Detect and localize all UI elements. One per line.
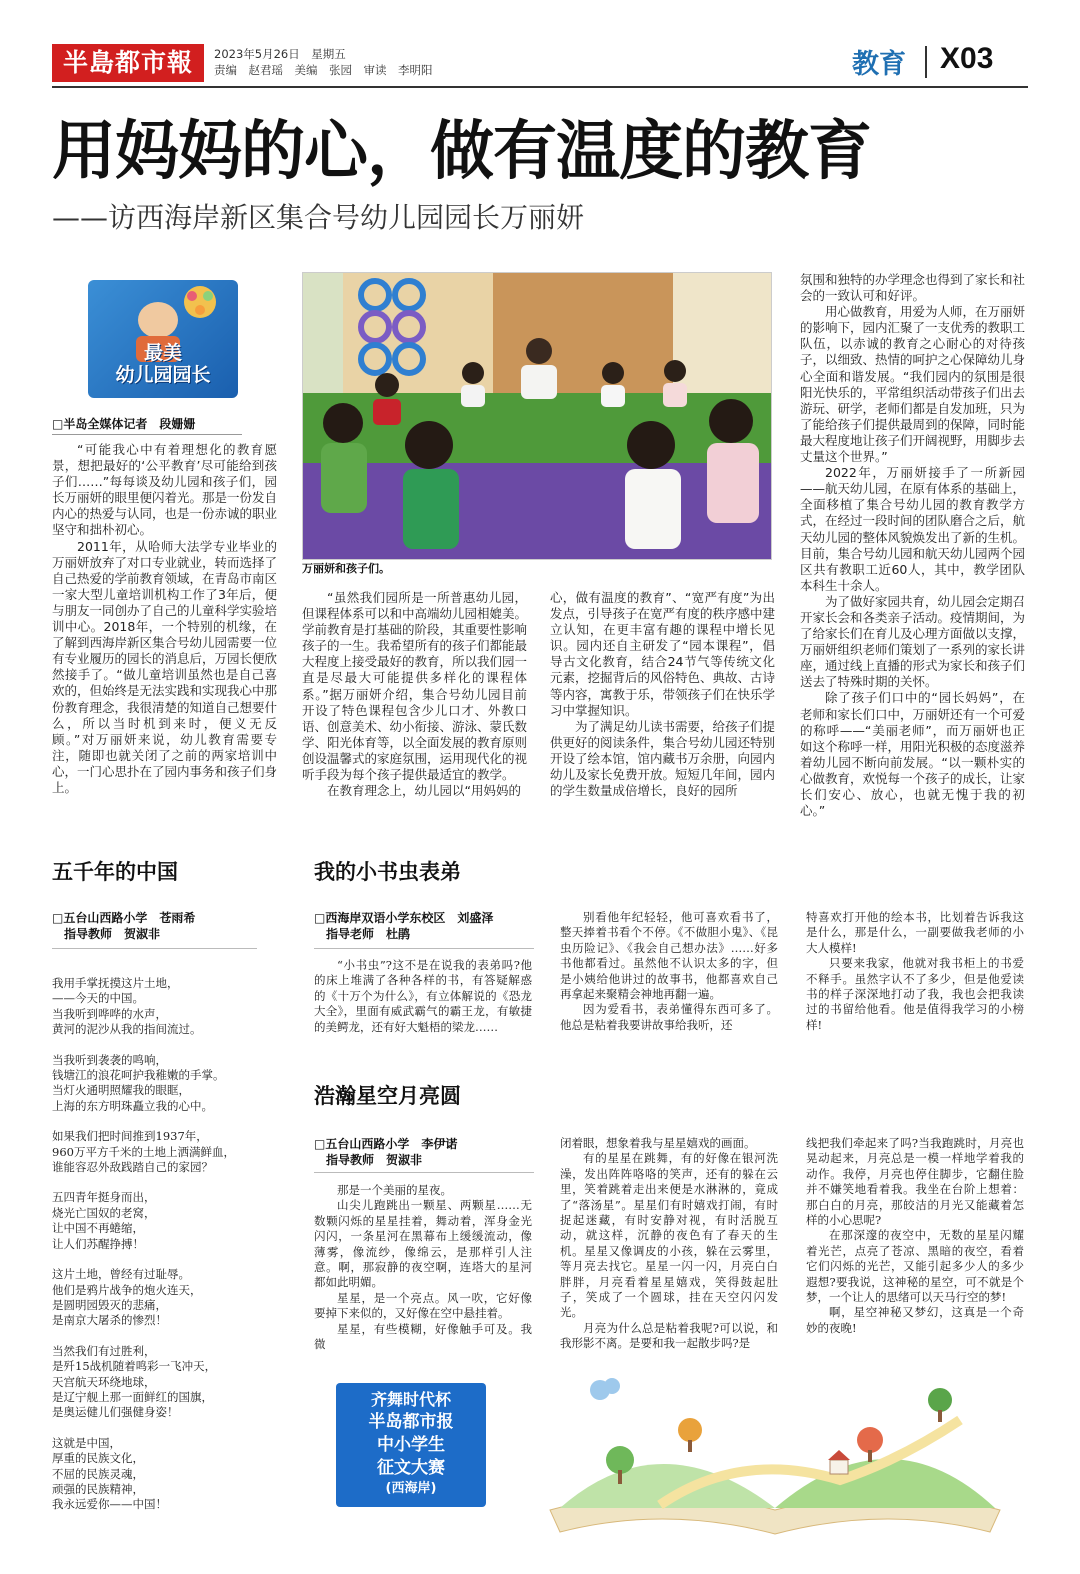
poem-stanza: [52, 976, 282, 1038]
paragraph: 2011年，从哈师大法学专业毕业的万丽妍放弃了对口专业就业，转而选择了自己热爱的学前教育领域，在青岛市南区一家大型儿童培训机构工作了3年后，便与朋友一同创办了自己的儿童科学实验培训中心。2018年，一个特别的机缘，在了解到西海岸新区集合号幼儿园需要一位有专业履历的园长的消息后，万园长便欣然接手了。“做儿童培训虽然也是自己喜欢的，但始终是无法实践和实现我心中那份教育理念，我很清楚的知道自己想要什么，所以当时机到来时，便义无反顾。”对万丽妍来说，幼儿教育需要专注，随即也就关闭了之前的两家培训中心，一门心思扑在了园内事务和孩子们身上。: [52, 538, 278, 795]
essay-starry-column-3: [806, 1136, 1024, 1336]
essay-bookworm-column-1: [314, 958, 532, 1035]
section-name: 教育: [852, 49, 906, 80]
poem-line: 这片土地，曾经有过耻辱。: [52, 1267, 190, 1282]
contest-line-1: 齐舞时代杯: [370, 1390, 451, 1409]
essay-starry-column-2: [560, 1136, 778, 1352]
essay-contest-badge: [336, 1383, 486, 1507]
best-principal-badge: [88, 280, 238, 398]
issue-date: 2023年5月26日 星期五: [214, 47, 346, 61]
poem-line: 我永远爱你——中国！: [52, 1497, 167, 1512]
poem-stanza: [52, 1344, 282, 1421]
poem-stanza: [52, 1267, 282, 1329]
poem-stanza: [52, 1129, 282, 1175]
author-line: □五台山西路小学 苍雨希: [52, 911, 196, 925]
teacher-line: 指导教师 贺淑非: [314, 1153, 423, 1167]
article-column-3: [550, 590, 775, 799]
paragraph: 星星，有些模糊，好像触手可及。我微: [314, 1321, 532, 1352]
contest-line-3: 中小学生: [377, 1435, 445, 1455]
byline-rule: [52, 948, 257, 949]
paragraph: “可能我心中有着理想化的教育愿景，想把最好的‘公平教育’尽可能给到孩子们……”每每谈及幼儿园和孩子们，园长万丽妍的眼里便闪着光。那是一份发自内心的热爱与认同，也是一份赤诚的职业坚守和拙朴初心。: [52, 442, 278, 538]
poem-author: [52, 910, 252, 942]
teacher-line: 指导教师 贺淑非: [52, 927, 161, 941]
paragraph: 线把我们牵起来了吗?当我跑跳时，月亮也晃动起来，月亮总是一模一样地学着我的动作。我停，月亮也停住脚步，它翻住脸并不嫌笑地看着我。我坐在台阶上想着：那白白的月亮，那皎洁的月光又能藏着怎样的小心思呢?: [806, 1136, 1024, 1228]
poem-line: 当我听到哗哗的水声，: [52, 1006, 167, 1021]
storybook-illustration: [540, 1360, 1010, 1540]
poem-line: 让中国不再蜷缩，: [52, 1221, 144, 1236]
poem-line: 当灯火通明照耀我的眼眶，: [52, 1083, 190, 1098]
editor-credits: 责编 赵君瑶 美编 张园 审读 李明阳: [214, 63, 433, 77]
poem-line: 烧光亡国奴的老窝，: [52, 1205, 156, 1220]
photo-caption: 万丽妍和孩子们。: [302, 562, 390, 575]
paragraph: 为了满足幼儿读书需要，给孩子们提供更好的阅读条件，集合号幼儿园还特别开设了绘本馆，馆内藏书万余册，向园内幼儿及家长免费开放。短短几年间，园内的学生数量成倍增长，良好的园所: [550, 718, 776, 799]
poem-line: 顽强的民族精神，: [52, 1481, 144, 1496]
badge-line-1: 最美: [143, 342, 182, 364]
poem-line: 当我听到袭袭的鸣响，: [52, 1052, 167, 1067]
kids-circle-photo-icon: [303, 273, 772, 560]
paragraph: 在那深邃的夜空中，无数的星星闪耀着光芒，点亮了苍凉、黑暗的夜空，看着它们闪烁的光芒，又能引起多少人的多少遐想?要我说，这神秘的星空，可不就是个梦，一个让人的思绪可以天马行空的梦!: [806, 1228, 1024, 1305]
article-headline: 用妈妈的心，做有温度的教育: [52, 115, 871, 189]
paragraph: 特喜欢打开他的绘本书，比划着告诉我这是什么，那是什么，一副要做我老师的小大人模样!: [806, 910, 1024, 955]
paragraph: 心，做有温度的教育”、“宽严有度”为出发点，引导孩子在宽严有度的秩序感中建立认知，在更丰富有趣的课程中增长见识。园内还自主研发了“园本课程”，倡导古文化教育，结合24节气等传统文化元素，挖掘背后的风俗特色、典故、古诗等内容，寓教于乐，带领孩子们在快乐学习中掌握知识。: [550, 590, 776, 718]
paragraph: “虽然我们园所是一所普惠幼儿园，但课程体系可以和中高端幼儿园相媲美。学前教育是打基础的阶段，其重要性影响孩子的一生。我希望所有的孩子们都能最大程度上接受最好的教育，所以我们园一直是尽最大可能提供多样化的课程体系。”据万丽妍介绍，集合号幼儿园目前开设了特色课程包含少儿口才、外教口语、创意美术、幼小衔接、游泳、蒙氏数学、阳光体育等，以全面发展的教育原则创设温馨式的家庭氛围，运用现代化的视听手段为每个孩子提供最适宜的教学。: [302, 590, 528, 783]
article-column-4: [800, 272, 1025, 819]
paragraph: “小书虫”?这不是在说我的表弟吗?他的床上堆满了各种各样的书，有答疑解惑的《十万个为什么》，有立体解说的《恐龙大全》，里面有威武霸气的霸王龙，有敏捷的美鳄龙，还有好大魁梧的梁龙……: [314, 958, 532, 1034]
poem-stanza: [52, 1436, 282, 1513]
paragraph: 山尖儿跑跳出一颗星、两颗星……无数颗闪烁的星星挂着，舞动着，浑身金光闪闪，一条星河在黑幕布上缓缓流动，像薄雾，像流纱，像绵云，是那样引人注意。啊，那寂静的夜空啊，连塔大的星河都如此明媚。: [314, 1198, 532, 1290]
poem-line: 谁能容忍外敌践踏自己的家园？: [52, 1160, 213, 1175]
poem-line: 是奥运健儿们强健身姿！: [52, 1405, 179, 1420]
article-photo: [302, 272, 772, 560]
poem-line: 不屈的民族灵魂，: [52, 1466, 144, 1481]
byline-rule: [314, 948, 534, 949]
essay-bookworm-column-2: [560, 910, 778, 1033]
newspaper-logo: 半島都市報: [52, 44, 204, 82]
poem-body: [52, 976, 282, 1528]
poem-line: 是圆明园毁灭的悲痛，: [52, 1297, 167, 1312]
paragraph: 2022年，万丽妍接手了一所新园——航天幼儿园，在原有体系的基础上，全面移植了集合号幼儿园的教育教学方式，在经过一段时间的团队磨合之后，航天幼儿园的整体风貌焕发出了新的生机。目前，集合号幼儿园和航天幼儿园两个园区共有教职工近60人，其中，教学团队本科生十余人。: [800, 465, 1026, 593]
essay-bookworm-author: [314, 910, 534, 942]
essay-starry-author: [314, 1136, 534, 1168]
contest-line-4: 征文大赛: [377, 1458, 445, 1478]
poem-line: 钱塘江的浪花呵护我稚嫩的手掌。: [52, 1068, 225, 1083]
paragraph: 月亮为什么总是粘着我呢?可以说，和我形影不离。是要和我一起散步吗?是: [560, 1320, 778, 1351]
paragraph: 氛围和独特的办学理念也得到了家长和社会的一致认可和好评。: [800, 272, 1026, 304]
essay-starry-title: 浩瀚星空月亮圆: [314, 1084, 461, 1108]
article-column-2: [302, 590, 527, 799]
poem-line: 这就是中国，: [52, 1435, 121, 1450]
article-subheadline: ——访西海岸新区集合号幼儿园园长万丽妍: [52, 201, 585, 234]
paragraph: 星星，是一个亮点。风一吹，它好像要掉下来似的，又好像在空中悬挂着。: [314, 1290, 532, 1321]
poem-line: 是南京大屠杀的惨烈！: [52, 1313, 167, 1328]
poem-title: 五千年的中国: [52, 860, 178, 884]
paragraph: 为了做好家园共育，幼儿园会定期召开家长会和各类亲子活动。疫情期间，为了给家长们在育儿及心理方面做以支撑，万丽妍组织老师们策划了一系列的家长讲座，通过线上直播的形式为家长和孩子们送去了特殊时期的关怀。: [800, 593, 1026, 690]
paragraph: 别看他年纪轻轻，他可喜欢看书了，整天捧着书看个不停。《不做胆小鬼》、《昆虫历险记》、《我会自己想办法》……好多书他都看过。虽然他不认识太多的字，但是小姨给他讲过的故事书，他都喜欢自己再拿起来聚精会神地再翻一遍。: [560, 910, 778, 1002]
byline-rule: [314, 1172, 534, 1173]
poem-line: 他们是鸦片战争的炮火连天，: [52, 1282, 202, 1297]
poem-line: 天宫航天环绕地球，: [52, 1374, 156, 1389]
poem-line: 黄河的泥沙从我的指间流过。: [52, 1022, 202, 1037]
poem-line: 厚重的民族文化，: [52, 1451, 144, 1466]
article-byline: □半岛全媒体记者 段姗姗: [52, 416, 242, 435]
essay-bookworm-column-3: [806, 910, 1024, 1033]
poem-stanza: [52, 1190, 282, 1252]
paragraph: 在教育理念上，幼儿园以“用妈妈的: [327, 783, 521, 799]
paragraph: 因为爱看书，表弟懂得东西可多了。他总是粘着我要讲故事给我听，还: [560, 1002, 778, 1032]
poem-line: ——今天的中国。: [52, 991, 144, 1006]
author-line: □西海岸双语小学东校区 刘盛泽: [314, 911, 494, 925]
poem-line: 960万平方千米的土地上洒满鲜血，: [52, 1144, 235, 1159]
poem-line: 是歼15战机随着鸣彩一飞冲天，: [52, 1359, 217, 1374]
teacher-line: 指导老师 杜鹃: [314, 927, 411, 941]
paragraph: 用心做教育，用爱为人师，在万丽妍的影响下，园内汇聚了一支优秀的教职工队伍，以赤诚的教育之心耐心的对待孩子，以细致、热情的呵护之心保障幼儿身心全面和谐发展。“我们园内的氛围是很阳光快乐的，平常组织活动带孩子们出去游玩、研学，老师们都是自发加班，只为了能给孩子们提供最周到的保障，同时能最大程度地让孩子们开阔视野，用脚步去丈量这个世界。”: [800, 304, 1026, 465]
page-number: X03: [940, 42, 994, 75]
poem-line: 当然我们有过胜利，: [52, 1343, 156, 1358]
poem-line: 上海的东方明珠矗立我的心中。: [52, 1098, 213, 1113]
section-divider: [925, 46, 927, 78]
paragraph: 只要来我家，他就对我书柜上的书爱不释手。虽然字认不了多少，但是他爱读书的样子深深地打动了我，我也会把我读过的书留给他看。他是值得我学习的小榜样!: [806, 956, 1024, 1032]
poem-stanza: [52, 1053, 282, 1115]
open-book-landscape-icon: [540, 1360, 1010, 1540]
author-line: □五台山西路小学 李伊诺: [314, 1137, 458, 1151]
paragraph: 啊，星空神秘又梦幻，这真是一个奇妙的夜晚!: [806, 1305, 1024, 1335]
paragraph: 除了孩子们口中的“园长妈妈”，在老师和家长们口中，万丽妍还有一个可爱的称呼——“美丽老师”，而万丽妍也正如这个称呼一样，用阳光积极的态度滋养着幼儿园不断向前发展。“以一颗朴实的心做教育，欢悦每一个孩子的成长，让家长们安心、放心，也就无愧于我的初心。”: [800, 690, 1026, 819]
poem-line: 让人们苏醒挣搏！: [52, 1236, 144, 1251]
paragraph: 闭着眼，想象着我与星星嬉戏的画面。: [560, 1136, 756, 1150]
poem-line: 是辽宁舰上那一面鲜红的国旗，: [52, 1389, 213, 1404]
masthead-rule: [52, 86, 1028, 88]
essay-starry-column-1: [314, 1183, 532, 1352]
badge-line-2: 幼儿园园长: [115, 364, 211, 386]
essay-bookworm-title: 我的小书虫表弟: [314, 860, 461, 884]
paragraph: 有的星星在跳舞，有的好像在银河洗澡，发出阵阵咯咯的笑声，还有的躲在云里，笑着跳着走出来便是水淋淋的，竟成了“落汤星”。星星们有时嬉戏打闹，有时捉起迷藏，有时安静对视，有时活脱互动，就这样，沉静的夜色有了春天的生机。星星又像调皮的小孩，躲在云雾里，等月亮去找它。星星一闪一闪，月亮白白胖胖，月亮看着星星嬉戏，笑得鼓起肚子，笑成了一个圆球，挂在天空闪闪发光。: [560, 1151, 778, 1320]
contest-line-2: 半岛都市报: [368, 1412, 454, 1432]
poem-line: 五四青年挺身而出，: [52, 1190, 156, 1205]
badge-title: [88, 342, 238, 386]
poem-line: 如果我们把时间推到1937年，: [52, 1129, 208, 1144]
paragraph: 那是一个美丽的星夜。: [337, 1183, 452, 1197]
contest-line-5: (西海岸): [385, 1481, 437, 1496]
poem-line: 我用手掌抚摸这片土地，: [52, 976, 179, 990]
article-column-1: [52, 442, 277, 796]
